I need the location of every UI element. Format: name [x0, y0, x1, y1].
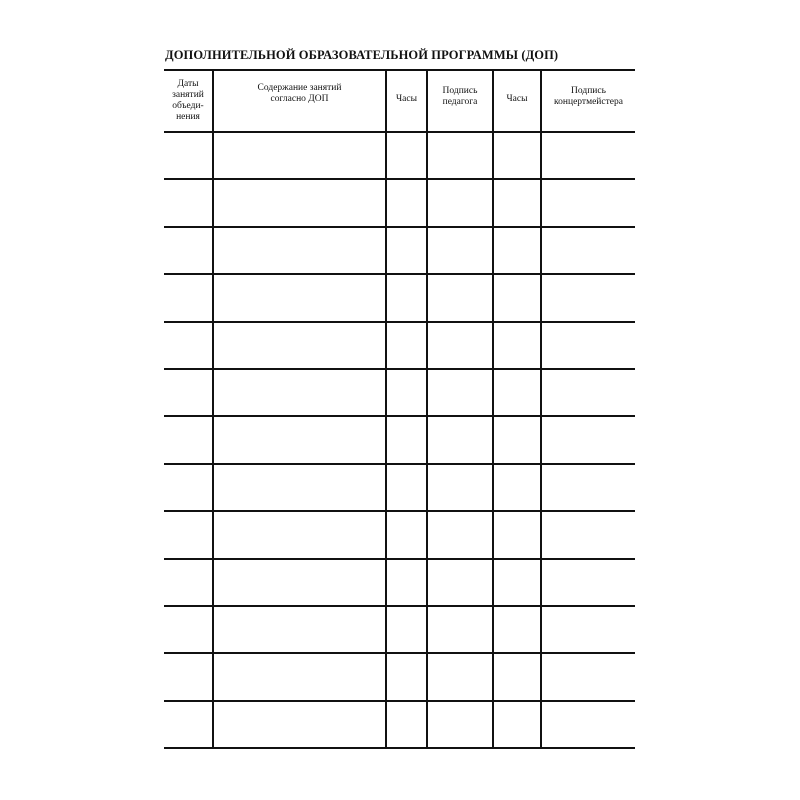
table-row: [164, 322, 635, 369]
attendance-table: [164, 69, 635, 749]
cell-accompanist-signature[interactable]: [541, 511, 635, 558]
cell-content[interactable]: [213, 132, 386, 179]
cell-teacher-signature[interactable]: [427, 464, 493, 511]
cell-content[interactable]: [213, 369, 386, 416]
cell-content[interactable]: [213, 511, 386, 558]
cell-content[interactable]: [213, 322, 386, 369]
cell-accompanist-signature[interactable]: [541, 322, 635, 369]
cell-accompanist-signature[interactable]: [541, 416, 635, 463]
table-row: [164, 464, 635, 511]
cell-date[interactable]: [164, 227, 213, 274]
cell-teacher-signature[interactable]: [427, 179, 493, 226]
cell-accompanist-signature[interactable]: [541, 606, 635, 653]
column-header-hours-teacher-label: Часы: [396, 93, 417, 104]
cell-date[interactable]: [164, 369, 213, 416]
cell-teacher-signature[interactable]: [427, 416, 493, 463]
cell-content[interactable]: [213, 653, 386, 700]
cell-hours-accompanist[interactable]: [493, 606, 541, 653]
cell-date[interactable]: [164, 511, 213, 558]
column-header-hours-teacher: [386, 70, 427, 132]
cell-hours-teacher[interactable]: [386, 179, 427, 226]
cell-accompanist-signature[interactable]: [541, 464, 635, 511]
cell-date[interactable]: [164, 132, 213, 179]
cell-hours-teacher[interactable]: [386, 606, 427, 653]
table-row: [164, 559, 635, 606]
cell-hours-accompanist[interactable]: [493, 416, 541, 463]
cell-teacher-signature[interactable]: [427, 369, 493, 416]
cell-hours-teacher[interactable]: [386, 227, 427, 274]
cell-teacher-signature[interactable]: [427, 322, 493, 369]
cell-hours-teacher[interactable]: [386, 274, 427, 321]
column-header-teacher-signature: [427, 70, 493, 132]
table-row: [164, 132, 635, 179]
cell-teacher-signature[interactable]: [427, 511, 493, 558]
cell-date[interactable]: [164, 606, 213, 653]
cell-hours-accompanist[interactable]: [493, 701, 541, 748]
table-row: [164, 653, 635, 700]
column-header-content: [213, 70, 386, 132]
cell-content[interactable]: [213, 179, 386, 226]
column-header-accompanist-signature: [541, 70, 635, 132]
cell-hours-accompanist[interactable]: [493, 464, 541, 511]
cell-hours-teacher[interactable]: [386, 464, 427, 511]
table-body: [164, 132, 635, 748]
cell-hours-teacher[interactable]: [386, 511, 427, 558]
cell-date[interactable]: [164, 416, 213, 463]
cell-content[interactable]: [213, 464, 386, 511]
cell-date[interactable]: [164, 274, 213, 321]
column-header-hours-accompanist: [493, 70, 541, 132]
cell-hours-accompanist[interactable]: [493, 322, 541, 369]
column-header-content-label: Содержание занятий согласно ДОП: [257, 83, 342, 104]
cell-accompanist-signature[interactable]: [541, 369, 635, 416]
cell-accompanist-signature[interactable]: [541, 653, 635, 700]
cell-accompanist-signature[interactable]: [541, 701, 635, 748]
cell-date[interactable]: [164, 179, 213, 226]
table-row: [164, 369, 635, 416]
cell-hours-accompanist[interactable]: [493, 653, 541, 700]
cell-date[interactable]: [164, 559, 213, 606]
cell-content[interactable]: [213, 274, 386, 321]
page-title: ДОПОЛНИТЕЛЬНОЙ ОБРАЗОВАТЕЛЬНОЙ ПРОГРАММЫ (ДОП): [165, 48, 559, 62]
cell-accompanist-signature[interactable]: [541, 227, 635, 274]
cell-hours-teacher[interactable]: [386, 653, 427, 700]
cell-date[interactable]: [164, 464, 213, 511]
column-header-dates-label: Даты занятий объеди- нения: [172, 79, 204, 122]
cell-hours-accompanist[interactable]: [493, 511, 541, 558]
cell-content[interactable]: [213, 701, 386, 748]
cell-hours-teacher[interactable]: [386, 322, 427, 369]
cell-accompanist-signature[interactable]: [541, 132, 635, 179]
cell-accompanist-signature[interactable]: [541, 274, 635, 321]
cell-teacher-signature[interactable]: [427, 701, 493, 748]
cell-date[interactable]: [164, 322, 213, 369]
table-row: [164, 511, 635, 558]
cell-hours-accompanist[interactable]: [493, 369, 541, 416]
column-header-hours-accompanist-label: Часы: [506, 93, 528, 104]
cell-date[interactable]: [164, 701, 213, 748]
cell-hours-accompanist[interactable]: [493, 274, 541, 321]
table-row: [164, 416, 635, 463]
table-row: [164, 179, 635, 226]
cell-hours-accompanist[interactable]: [493, 559, 541, 606]
table-row: [164, 701, 635, 748]
cell-content[interactable]: [213, 416, 386, 463]
cell-teacher-signature[interactable]: [427, 227, 493, 274]
cell-teacher-signature[interactable]: [427, 606, 493, 653]
table-row: [164, 606, 635, 653]
cell-content[interactable]: [213, 606, 386, 653]
cell-hours-accompanist[interactable]: [493, 132, 541, 179]
cell-hours-teacher[interactable]: [386, 416, 427, 463]
table-header-row: [164, 70, 635, 132]
column-header-dates: [164, 70, 213, 132]
cell-hours-teacher[interactable]: [386, 132, 427, 179]
cell-teacher-signature[interactable]: [427, 653, 493, 700]
cell-hours-accompanist[interactable]: [493, 227, 541, 274]
cell-content[interactable]: [213, 227, 386, 274]
cell-hours-teacher[interactable]: [386, 559, 427, 606]
cell-teacher-signature[interactable]: [427, 132, 493, 179]
column-header-teacher-signature-label: Подпись педагога: [442, 86, 478, 107]
cell-content[interactable]: [213, 559, 386, 606]
cell-teacher-signature[interactable]: [427, 274, 493, 321]
cell-accompanist-signature[interactable]: [541, 179, 635, 226]
cell-hours-accompanist[interactable]: [493, 179, 541, 226]
table-row: [164, 227, 635, 274]
cell-accompanist-signature[interactable]: [541, 559, 635, 606]
cell-date[interactable]: [164, 653, 213, 700]
column-header-accompanist-signature-label: Подпись концертмейстера: [554, 86, 623, 107]
cell-hours-teacher[interactable]: [386, 369, 427, 416]
table-row: [164, 274, 635, 321]
cell-teacher-signature[interactable]: [427, 559, 493, 606]
cell-hours-teacher[interactable]: [386, 701, 427, 748]
